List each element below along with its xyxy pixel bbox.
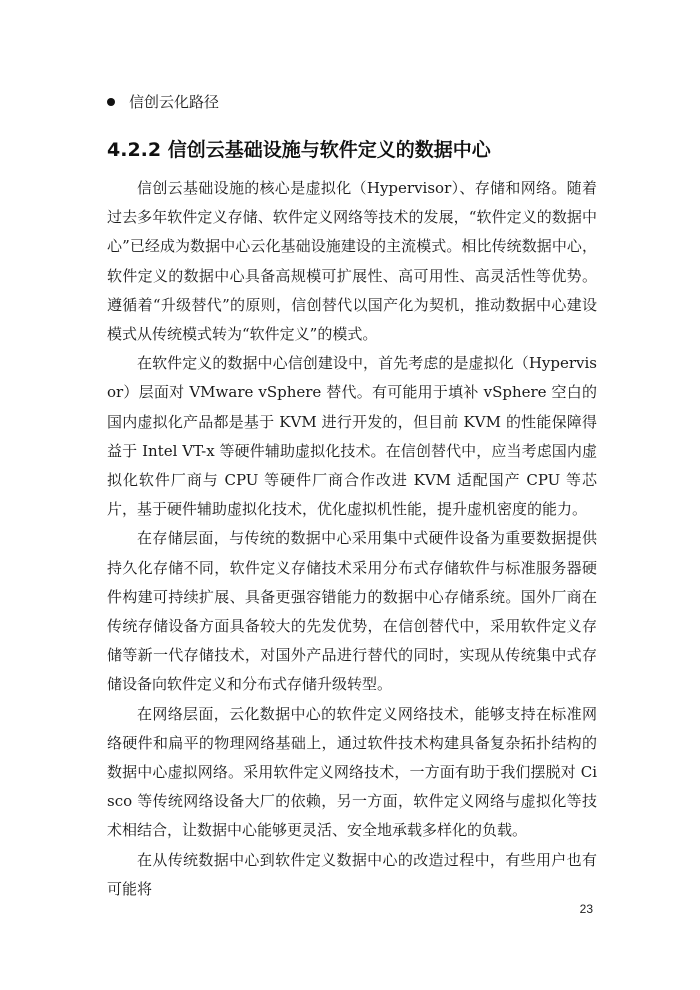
section-number: 4.2.2 <box>107 139 162 161</box>
bullet-item-text: 信创云化路径 <box>129 93 220 111</box>
section-title: 信创云基础设施与软件定义的数据中心 <box>167 139 491 161</box>
paragraph-transition: 在从传统数据中心到软件定义数据中心的改造过程中，有些用户也有可能将 <box>107 850 597 898</box>
bullet-item <box>107 90 219 114</box>
paragraph-storage: 在存储层面，与传统的数据中心采用集中式硬件设备为重要数据提供持久化存储不同，软件定义存储技术采用分布式存储软件与标准服务器硬件构建可持续扩展、具备更强容错能力的数据中心存储系统。国外厂商在传统存储设备方面具备较大的先发优势，在信创替代中，采用软件定义存储等新一代存储技术，对国外产品进行替代的同时，实现从传统集中式存储设备向软件定义和分布式存储升级转型。 <box>107 529 597 694</box>
body-text <box>107 174 597 904</box>
page-number: 23 <box>579 902 593 916</box>
paragraph-network: 在网络层面，云化数据中心的软件定义网络技术，能够支持在标准网络硬件和扁平的物理网络基础上，通过软件技术构建具备复杂拓扑结构的数据中心虚拟网络。采用软件定义网络技术，一方面有助于我们摆脱对 Cisco 等传统网络设备大厂的依赖，另一方面，软件定义网络与虚拟化等技术相结合，让数据中心能够更灵活、安全地承载多样化的负载。 <box>107 704 597 840</box>
paragraph-intro: 信创云基础设施的核心是虚拟化（Hypervisor）、存储和网络。随着过去多年软件定义存储、软件定义网络等技术的发展，“软件定义的数据中心”已经成为数据中心云化基础设施建设的主流模式。相比传统数据中心，软件定义的数据中心具备高规模可扩展性、高可用性、高灵活性等优势。遵循着“升级替代”的原则，信创替代以国产化为契机，推动数据中心建设模式从传统模式转为“软件定义”的模式。 <box>107 179 597 344</box>
bullet-dot-icon <box>107 98 115 106</box>
paragraph-virtualization: 在软件定义的数据中心信创建设中，首先考虑的是虚拟化（Hypervisor）层面对 VMware vSphere 替代。有可能用于填补 vSphere 空白的国内虚拟化产品都是基于 KVM 进行开发的，但目前 KVM 的性能保障得益于 Intel VT-x 等硬件辅助虚拟化技术。在信创替代中，应当考虑国内虚拟化软件厂商与 CPU 等硬件厂商合作改进 KVM 适配国产 CPU 等芯片，基于硬件辅助虚拟化技术，优化虚拟机性能，提升虚机密度的能力。 <box>107 354 597 519</box>
section-heading <box>107 136 491 164</box>
